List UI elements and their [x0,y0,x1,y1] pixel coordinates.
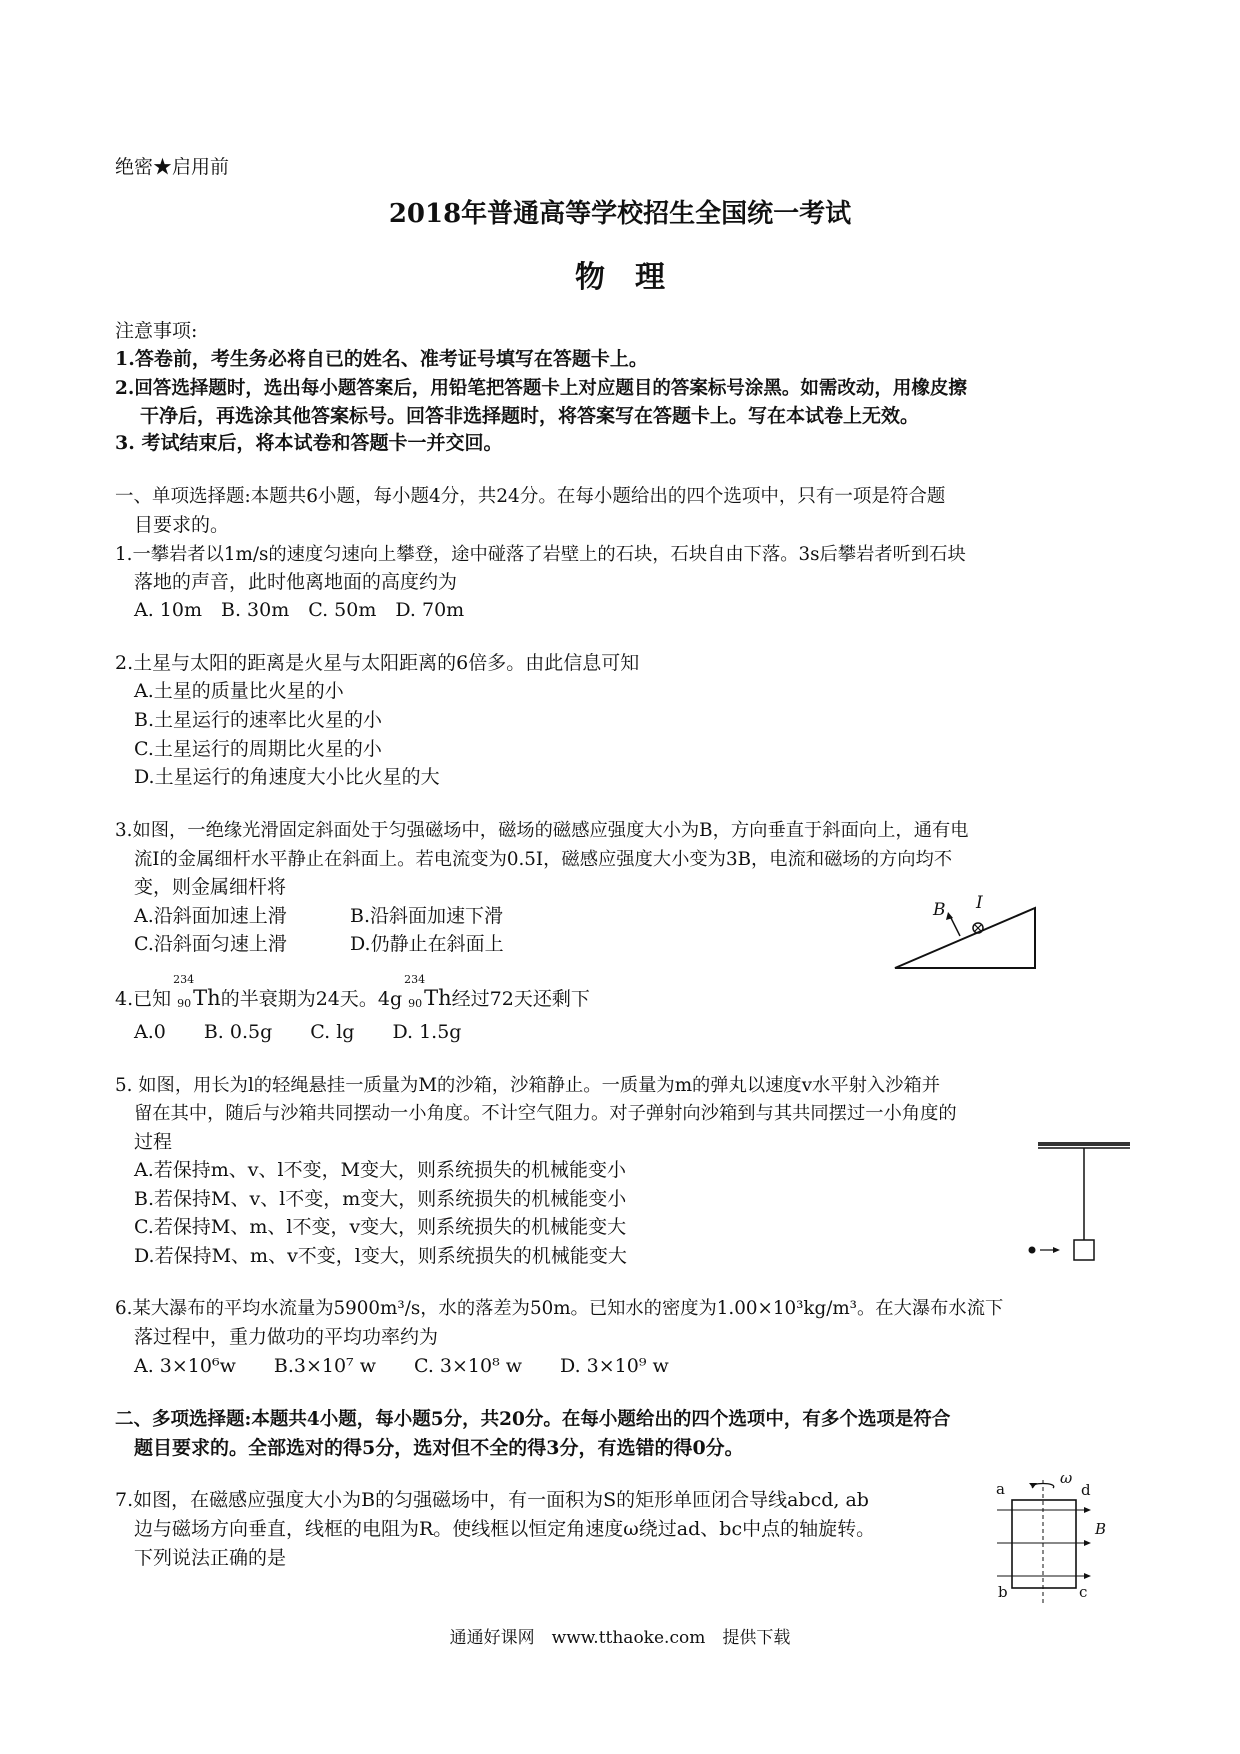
q4-symbol: Th [193,986,221,1010]
q3-incline-figure [890,900,1040,975]
q4-atomic-number: 90 [177,997,192,1010]
notes-heading: 注意事项: [115,320,198,342]
q3-option-a: A.沿斜面加速上滑 [134,905,287,927]
q4-mass-number: 234 [173,973,195,986]
q5-stem-line1: 5. 如图，用长为l的轻绳悬挂一质量为M的沙箱，沙箱静止。一质量为m的弹丸以速度v水平射入沙箱并 [115,1075,941,1096]
q2-option-d: D.土星运行的角速度大小比火星的大 [134,766,440,788]
q5-option-d: D.若保持M、m、v不变，l变大，则系统损失的机械能变大 [134,1245,627,1267]
q7-stem-line2: 边与磁场方向垂直，线框的电阻为R。使线框以恒定角速度ω绕过ad、bc中点的轴旋转。 [134,1518,876,1540]
q3-stem-line1: 3.如图，一绝缘光滑固定斜面处于匀强磁场中，磁场的磁感应强度大小为B，方向垂直于斜面向上，通有电 [115,820,969,841]
q7-label-c: c [1079,1583,1088,1601]
q7-label-field-b: B [1095,1520,1107,1538]
q1-stem-line1: 1.一攀岩者以1m/s的速度匀速向上攀登，途中碰落了岩壁上的石块，石块自由下落。3s后攀岩者听到石块 [115,544,966,565]
q7-stem-line3: 下列说法正确的是 [134,1547,287,1569]
section2-heading-line1: 二、多项选择题:本题共4小题，每小题5分，共20分。在每小题给出的四个选项中，有多个选项是符合 [115,1409,951,1430]
q1-options: A. 10m B. 30m C. 50m D. 70m [134,599,465,621]
q3-option-d: D.仍静止在斜面上 [350,933,504,955]
q3-figure-label-b: B [933,900,946,920]
q7-label-b: b [998,1583,1008,1601]
confidential-mark: 绝密★启用前 [115,156,230,178]
note-1: 1.答卷前，考生务必将自已的姓名、准考证号填写在答题卡上。 [115,348,648,370]
q3-option-b: B.沿斜面加速下滑 [350,905,504,927]
q5-option-a: A.若保持m、v、l不变，M变大，则系统损失的机械能变小 [134,1159,627,1181]
q5-option-b: B.若保持M、v、l不变，m变大，则系统损失的机械能变小 [134,1188,627,1210]
q1-stem-line2: 落地的声音，此时他离地面的高度约为 [134,571,458,593]
footer-source: 通通好课网 www.tthaoke.com 提供下载 [449,1628,791,1648]
q6-options: A. 3×10⁶w B.3×10⁷ w C. 3×10⁸ w D. 3×10⁹ w [134,1355,669,1377]
q3-stem-line3: 变，则金属细杆将 [134,876,287,898]
q2-option-b: B.土星运行的速率比火星的小 [134,709,383,731]
q2-option-a: A.土星的质量比火星的小 [134,680,344,702]
q5-stem-line2: 留在其中，随后与沙箱共同摆动一小角度。不计空气阻力。对子弹射向沙箱到与其共同摆过一小角度的 [134,1103,957,1124]
note-2-line2: 干净后，再选涂其他答案标号。回答非选择题时，将答案写在答题卡上。写在本试卷上无效。 [140,405,920,427]
q3-stem-line2: 流I的金属细杆水平静止在斜面上。若电流变为0.5I，磁感应强度大小变为3B，电流和磁场的方向均不 [134,849,953,870]
q2-option-c: C.土星运行的周期比火星的小 [134,738,382,760]
q4-options: A.0 B. 0.5g C. lg D. 1.5g [134,1021,462,1043]
subject-title: 物 理 [575,260,665,295]
q7-label-a: a [996,1480,1005,1498]
q5-option-c: C.若保持M、m、l不变，v变大，则系统损失的机械能变大 [134,1216,627,1238]
q2-stem: 2.土星与太阳的距离是火星与太阳距离的6倍多。由此信息可知 [115,652,640,674]
q6-stem-line2: 落过程中，重力做功的平均功率约为 [134,1326,439,1348]
q5-stem-line3: 过程 [134,1131,173,1153]
exam-title: 2018年普通高等学校招生全国统一考试 [388,199,852,229]
q5-pendulum-figure [1020,1138,1135,1268]
section1-heading-line2: 目要求的。 [134,514,230,536]
section2-heading-line2: 题目要求的。全部选对的得5分，选对但不全的得3分，有选错的得0分。 [134,1437,744,1459]
section1-heading-line1: 一、单项选择题:本题共6小题，每小题4分，共24分。在每小题给出的四个选项中，只有一项是符合题 [115,486,946,507]
q6-stem-line1: 6.某大瀑布的平均水流量为5900m³/s，水的落差为50m。已知水的密度为1.00×10³kg/m³。在大瀑布水流下 [115,1298,1004,1319]
note-2-line1: 2.回答选择题时，选出每小题答案后，用铅笔把答题卡上对应题目的答案标号涂黑。如需改动，用橡皮擦 [115,378,967,399]
q4-stem: 4.已知 234 90 Th的半衰期为24天。4g 234 90 Th经过72天还剩下 [115,973,590,1010]
q3-figure-label-i: I [976,893,983,913]
q7-label-d: d [1081,1481,1091,1499]
note-3: 3. 考试结束后，将本试卷和答题卡一并交回。 [115,432,503,454]
q7-stem-line1: 7.如图，在磁感应强度大小为B的匀强磁场中，有一面积为S的矩形单匝闭合导线abcd, ab [115,1489,869,1511]
q3-option-c: C.沿斜面匀速上滑 [134,933,287,955]
q7-label-omega: ω [1060,1469,1073,1487]
